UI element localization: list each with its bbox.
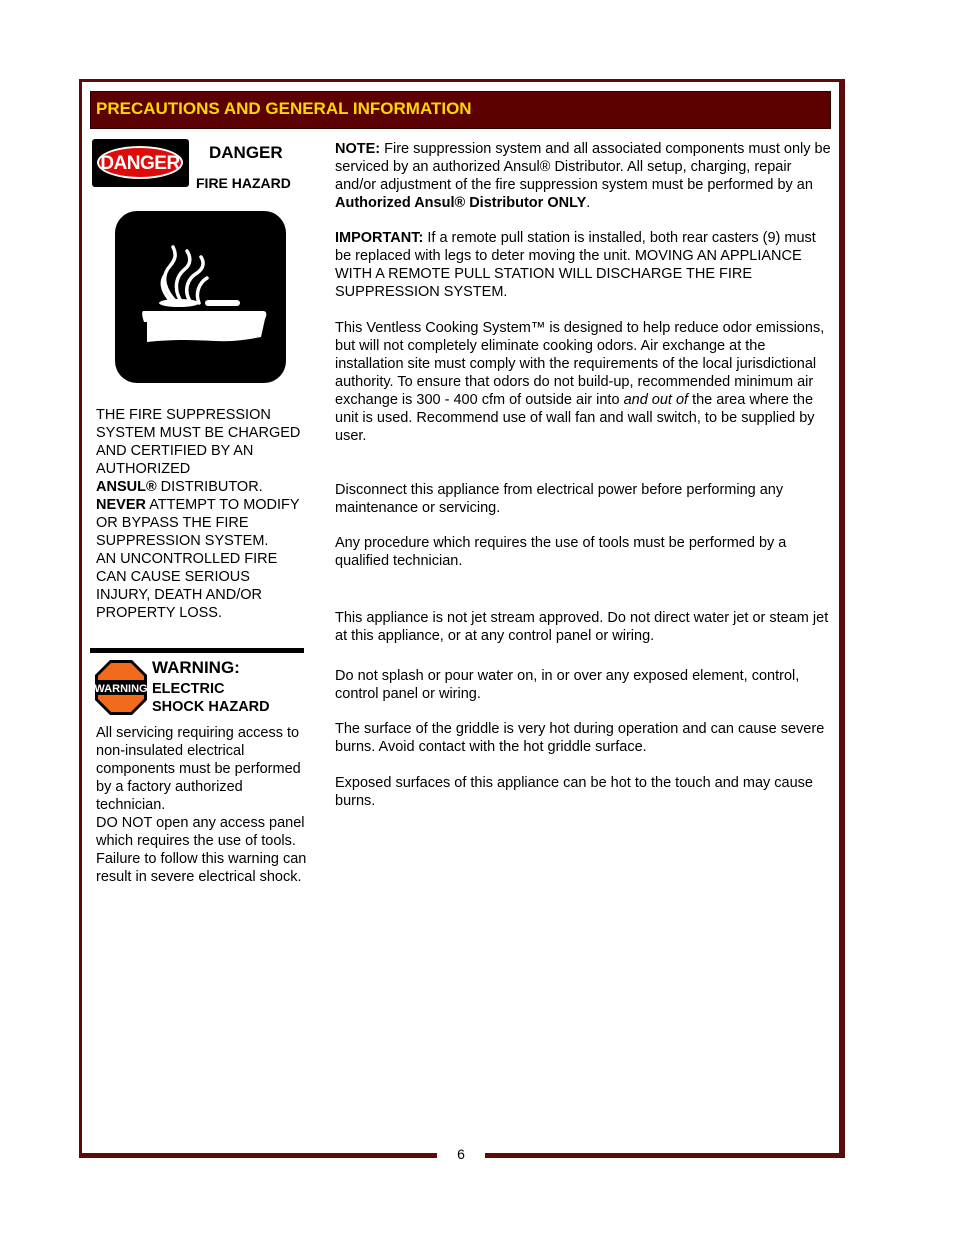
- ventless-italic: and out of: [623, 392, 689, 408]
- danger-text-1: THE FIRE SUPPRESSION SYSTEM MUST BE CHARGED AND CERTIFIED BY AN AUTHORIZED: [96, 407, 301, 477]
- splash-paragraph: Do not splash or pour water on, in or over any exposed element, control, control panel or wiring.: [335, 668, 800, 702]
- danger-sign-icon: [92, 139, 189, 187]
- warning-text-2: DO NOT open any access panel which requires the use of tools. Failure to follow this warning can result in severe electrical shock.: [96, 815, 307, 885]
- warning-text-1: All servicing requiring access to non-insulated electrical components must be performed by a factory authorized technician.: [96, 725, 301, 813]
- warning-subtitle-1: ELECTRIC: [152, 681, 225, 697]
- danger-badge-text: DANGER: [100, 153, 180, 174]
- danger-subtitle: FIRE HAZARD: [196, 175, 291, 191]
- section-title: PRECAUTIONS AND GENERAL INFORMATION: [96, 99, 472, 118]
- warning-badge-text: WARNING: [94, 683, 148, 695]
- tools-paragraph: Any procedure which requires the use of tools must be performed by a qualified technician.: [335, 535, 787, 569]
- jet-paragraph: This appliance is not jet stream approved. Do not direct water jet or steam jet at this appliance, or at any control panel or wiring.: [335, 610, 829, 644]
- fire-hazard-icon: [115, 211, 286, 383]
- danger-ansul: ANSUL®: [96, 479, 157, 495]
- danger-body: [96, 406, 308, 622]
- ventless-text-2: the area where the unit is used. Recommend use of wall fan and wall switch, to be supplied by user.: [335, 392, 815, 444]
- section-divider: [90, 648, 304, 653]
- warning-subtitle-2: SHOCK HAZARD: [152, 699, 270, 715]
- important-paragraph: [335, 229, 831, 301]
- ventless-paragraph: [335, 319, 831, 445]
- warning-subtitle: [152, 680, 270, 716]
- danger-text-4: AN UNCONTROLLED FIRE CAN CAUSE SERIOUS INJURY, DEATH AND/OR PROPERTY LOSS.: [96, 551, 278, 621]
- section-header: [90, 91, 831, 129]
- exposed-paragraph: Exposed surfaces of this appliance can be hot to the touch and may cause burns.: [335, 775, 813, 809]
- danger-text-3: ATTEMPT TO MODIFY OR BYPASS THE FIRE SUPPRESSION SYSTEM.: [96, 497, 300, 549]
- important-label: IMPORTANT:: [335, 230, 424, 246]
- danger-never: NEVER: [96, 497, 146, 513]
- danger-title: DANGER: [209, 143, 283, 162]
- note-paragraph: [335, 140, 831, 212]
- ventless-text-1: This Ventless Cooking System™ is designed to help reduce odor emissions, but will not completely eliminate cooking odors. Air exchange at the installation site must comply with the requirements of the local jurisdictional authority. To ensure that odors do not build-up, recommended minimum air exchange is 300 - 400 cfm of outside air into: [335, 320, 825, 408]
- warning-title: WARNING:: [152, 658, 240, 677]
- griddle-paragraph: The surface of the griddle is very hot during operation and can cause severe burns. Avoid contact with the hot griddle surface.: [335, 721, 825, 755]
- note-end: .: [586, 195, 591, 211]
- warning-sign-icon: [94, 659, 148, 716]
- note-text: Fire suppression system and all associated components must only be serviced by an authorized Ansul® Distributor. All setup, charging, repair and/or adjustment of the fire suppression system must be performed by an: [335, 141, 831, 193]
- note-bold: Authorized Ansul® Distributor ONLY: [335, 195, 587, 211]
- note-label: NOTE:: [335, 141, 381, 157]
- danger-oval: [97, 146, 183, 179]
- page-number: 6: [457, 1146, 465, 1162]
- warning-body: [96, 724, 308, 886]
- important-text: If a remote pull station is installed, both rear casters (9) must be replaced with legs to deter moving the unit. MOVING AN APPLIANCE WITH A REMOTE PULL STATION WILL DISCHARGE THE FIRE SUPPRESSION SYSTEM.: [335, 230, 816, 300]
- disconnect-paragraph: Disconnect this appliance from electrical power before performing any maintenance or servicing.: [335, 482, 784, 516]
- danger-text-2: DISTRIBUTOR.: [156, 479, 263, 495]
